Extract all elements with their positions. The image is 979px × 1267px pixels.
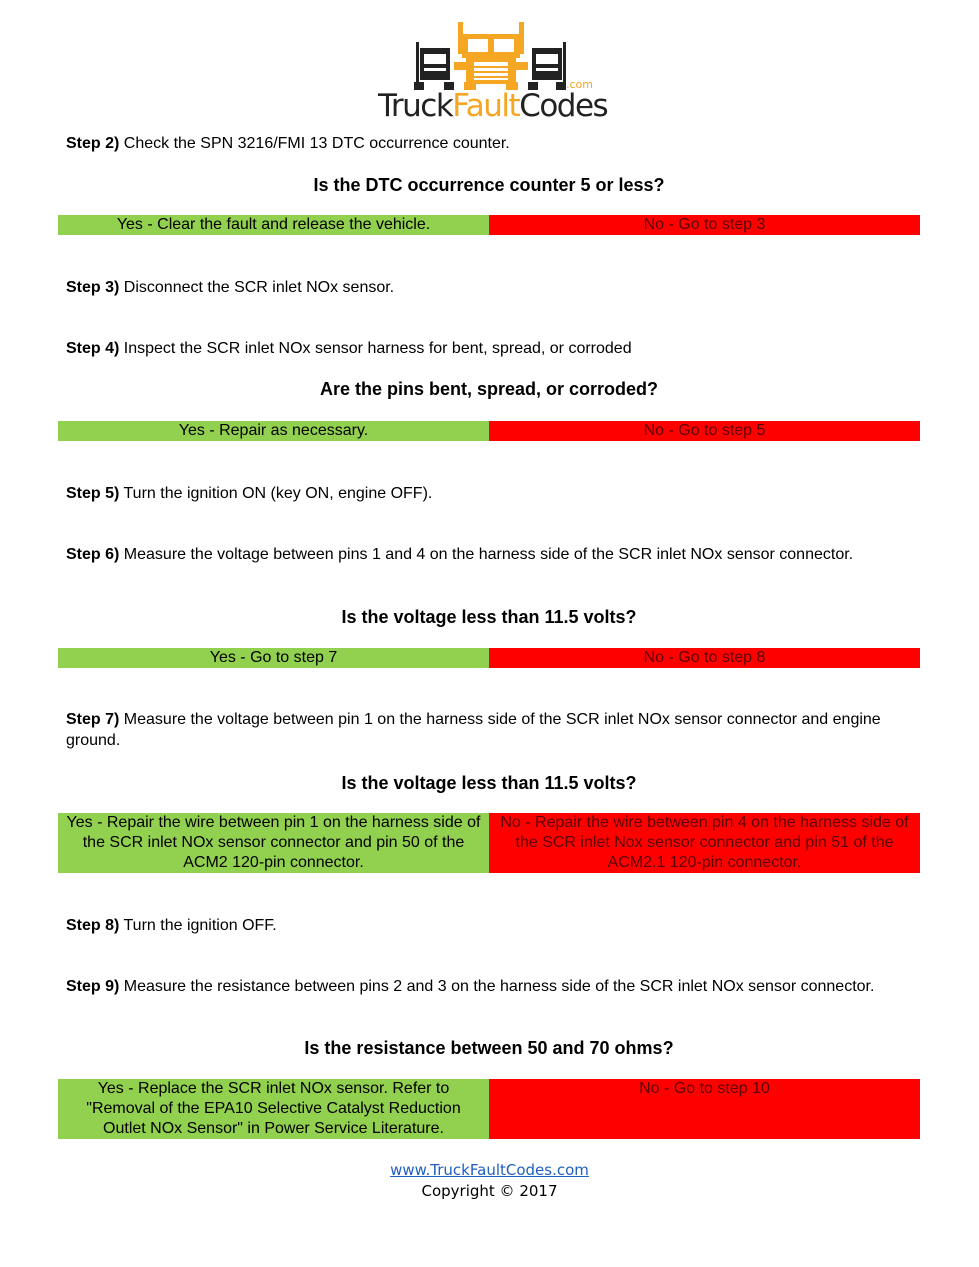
answer-no-3: No - Go to step 8 [489, 648, 920, 668]
answer-no-1: No - Go to step 3 [489, 215, 920, 235]
footer-website-link[interactable]: www.TruckFaultCodes.com [390, 1161, 589, 1179]
step-2 [66, 133, 926, 154]
step-7 [66, 709, 926, 751]
step-6-label: Step 6) [66, 546, 120, 563]
answer-row-3 [58, 648, 920, 668]
logo-wordmark [378, 88, 608, 124]
answer-yes-5: Yes - Replace the SCR inlet NOx sensor. Refer to "Removal of the EPA10 Selective Catalyst Reduction Outlet NOx Sensor" in Power Service Literature. [58, 1079, 489, 1139]
step-6-text: Measure the voltage between pins 1 and 4 on the harness side of the SCR inlet NOx sensor connector. [119, 546, 854, 563]
step-5-text: Turn the ignition ON (key ON, engine OFF). [119, 485, 433, 502]
truckfaultcodes-logo [378, 18, 608, 130]
step-5-label: Step 5) [66, 485, 120, 502]
answer-row-5 [58, 1079, 920, 1139]
question-pins: Are the pins bent, spread, or corroded? [319, 379, 659, 399]
answer-yes-3: Yes - Go to step 7 [58, 648, 489, 668]
logo-word-truck: Truck [378, 88, 453, 124]
answer-no-5: No - Go to step 10 [489, 1079, 920, 1139]
answer-no-4: No - Repair the wire between pin 4 on the harness side of the SCR inlet Nox sensor connector and pin 51 of the ACM2.1 120-pin connector. [489, 813, 920, 873]
step-4-text: Inspect the SCR inlet NOx sensor harness for bent, spread, or corroded [119, 340, 632, 357]
question-voltage-2: Is the voltage less than 11.5 volts? [341, 773, 637, 793]
question-dtc-counter: Is the DTC occurrence counter 5 or less? [313, 175, 665, 195]
step-3-label: Step 3) [66, 279, 120, 296]
step-2-text: Check the SPN 3216/FMI 13 DTC occurrence counter. [119, 135, 510, 152]
step-2-label: Step 2) [66, 135, 120, 152]
step-8 [66, 915, 926, 936]
answer-row-4 [58, 813, 920, 873]
step-9-text: Measure the resistance between pins 2 and 3 on the harness side of the SCR inlet NOx sensor connector. [119, 978, 875, 995]
step-8-text: Turn the ignition OFF. [119, 917, 277, 934]
footer-copyright: Copyright © 2017 [421, 1182, 558, 1200]
step-7-text: Measure the voltage between pin 1 on the harness side of the SCR inlet NOx sensor connector and engine ground. [66, 711, 881, 749]
step-9 [66, 976, 926, 997]
answer-row-2 [58, 421, 920, 441]
question-voltage-1: Is the voltage less than 11.5 volts? [341, 607, 637, 627]
step-5 [66, 483, 926, 504]
answer-yes-4: Yes - Repair the wire between pin 1 on the harness side of the SCR inlet NOx sensor connector and pin 50 of the ACM2 120-pin connector. [58, 813, 489, 873]
step-4 [66, 338, 926, 359]
footer [0, 1160, 979, 1202]
step-7-label: Step 7) [66, 711, 120, 728]
step-3 [66, 277, 926, 298]
answer-row-1 [58, 215, 920, 235]
answer-no-2: No - Go to step 5 [489, 421, 920, 441]
logo-word-fault: Fault [452, 88, 520, 124]
question-resistance: Is the resistance between 50 and 70 ohms? [304, 1038, 674, 1058]
logo-word-codes: Codes [519, 88, 608, 124]
step-4-label: Step 4) [66, 340, 120, 357]
step-9-label: Step 9) [66, 978, 120, 995]
answer-yes-1: Yes - Clear the fault and release the vehicle. [58, 215, 489, 235]
step-3-text: Disconnect the SCR inlet NOx sensor. [119, 279, 395, 296]
answer-yes-2: Yes - Repair as necessary. [58, 421, 489, 441]
step-8-label: Step 8) [66, 917, 120, 934]
step-6 [66, 544, 926, 565]
logo-com-text: .com [566, 78, 593, 91]
